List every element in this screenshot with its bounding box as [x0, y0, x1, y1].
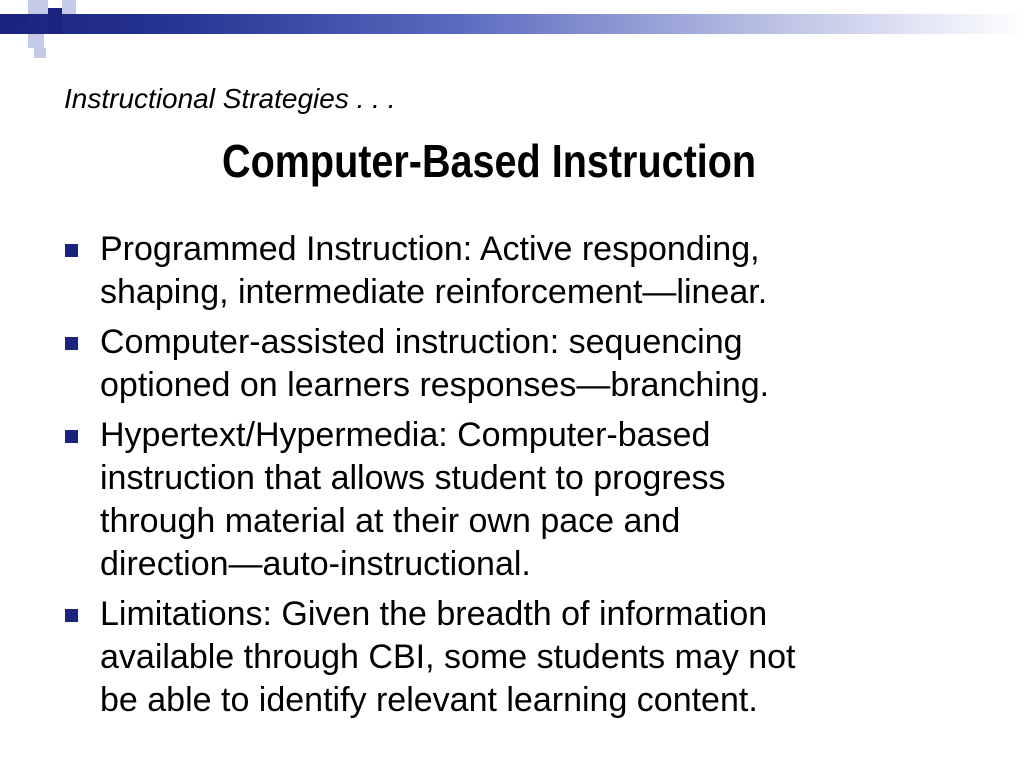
decorative-square	[34, 48, 46, 58]
bullet-item	[100, 414, 960, 586]
bullet-line: shaping, intermediate reinforcement—linear.	[100, 273, 768, 311]
decorative-square	[28, 0, 48, 14]
bullet-line: Hypertext/Hypermedia: Computer-based	[100, 416, 711, 454]
bullet-item	[100, 228, 960, 314]
bullet-line: be able to identify relevant learning content.	[100, 681, 758, 719]
bullet-line: Limitations: Given the breadth of information	[100, 595, 768, 633]
bullet-line: direction—auto-instructional.	[100, 545, 531, 583]
decorative-square	[28, 34, 44, 48]
bullet-item	[100, 321, 960, 407]
decorative-square	[48, 8, 62, 34]
bullet-line: Programmed Instruction: Active responding,	[100, 230, 760, 268]
square-bullet-icon	[65, 244, 78, 257]
decorative-square	[62, 0, 76, 14]
bullet-item	[100, 593, 960, 722]
square-bullet-icon	[65, 337, 78, 350]
bullet-line: available through CBI, some students may not	[100, 638, 796, 676]
header-gradient-band	[0, 14, 1024, 34]
slide-title: Computer-Based Instruction	[222, 135, 757, 187]
square-bullet-icon	[65, 430, 78, 443]
bullet-list	[100, 228, 960, 729]
bullet-line: through material at their own pace and	[100, 502, 681, 540]
square-bullet-icon	[65, 609, 78, 622]
bullet-line: instruction that allows student to progress	[100, 459, 726, 497]
bullet-line: Computer-assisted instruction: sequencing	[100, 323, 743, 361]
decorative-square	[14, 14, 28, 28]
slide-subtitle: Instructional Strategies . . .	[64, 83, 396, 114]
bullet-line: optioned on learners responses—branching.	[100, 366, 770, 404]
